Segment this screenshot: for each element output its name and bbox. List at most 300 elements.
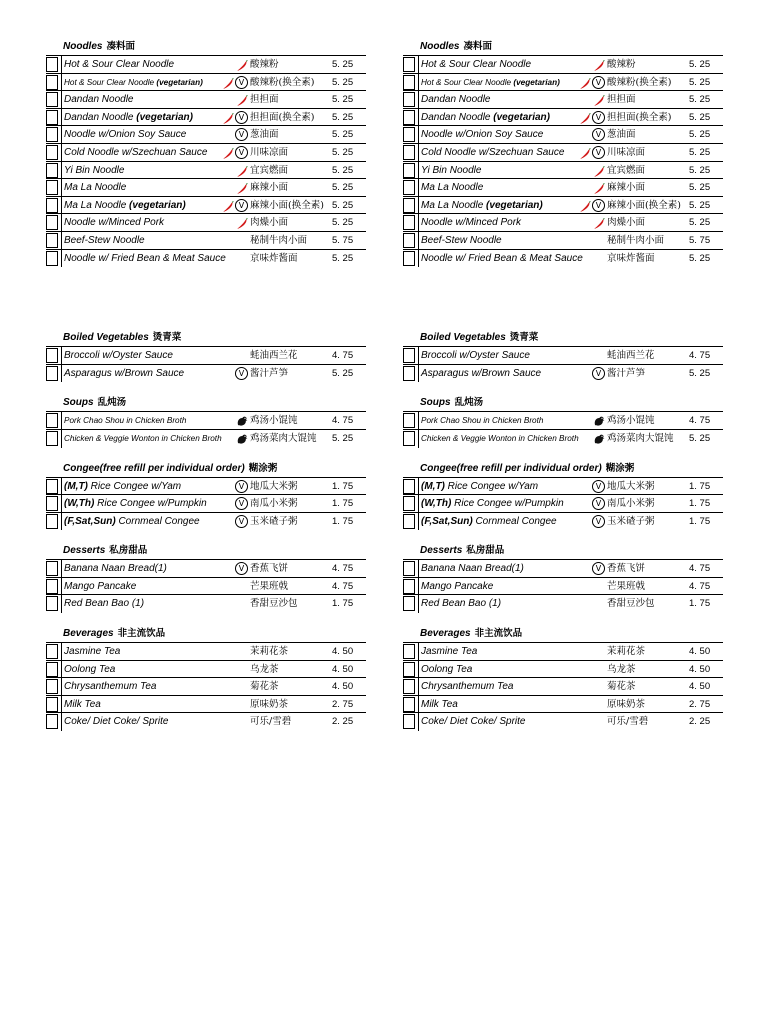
item-price: 5. 75: [332, 234, 354, 246]
item-name-en: [64, 678, 156, 695]
item-price: 2. 25: [332, 716, 354, 728]
section-spacer: [46, 448, 366, 460]
item-name-en: [421, 144, 564, 161]
row-divider: [61, 144, 62, 161]
item-name-text: Red Bean Bao (1): [421, 598, 502, 610]
order-checkbox[interactable]: [403, 579, 415, 594]
chili-pepper-icon: [222, 77, 234, 89]
menu-item-row: [46, 661, 366, 679]
vegetarian-v-icon: V: [235, 128, 248, 141]
order-checkbox[interactable]: [46, 662, 58, 677]
menu-item-row: [403, 578, 723, 596]
congee-days: (W,Th): [421, 498, 452, 510]
row-divider: [418, 232, 419, 249]
item-name-en: [64, 109, 193, 126]
order-checkbox[interactable]: [46, 163, 58, 178]
row-divider: [61, 365, 62, 383]
item-name-text: Yi Bin Noodle: [64, 164, 125, 176]
order-checkbox[interactable]: [46, 366, 58, 381]
item-name-text: Dandan Noodle: [64, 111, 137, 123]
item-name-zh: 可乐/雪碧: [250, 716, 292, 728]
row-divider: [418, 661, 419, 678]
order-checkbox[interactable]: [46, 714, 58, 729]
order-checkbox[interactable]: [403, 697, 415, 712]
order-checkbox[interactable]: [403, 413, 415, 428]
order-checkbox[interactable]: [403, 145, 415, 160]
item-name-text: Ma La Noodle: [421, 199, 487, 211]
item-name-text: Ma La Noodle: [64, 182, 127, 194]
chili-pepper-icon: [236, 165, 248, 177]
section-spacer: [46, 267, 366, 329]
item-price: 5. 25: [332, 129, 354, 141]
item-name-en: [421, 365, 541, 382]
item-name-text: Chrysanthemum Tea: [421, 681, 514, 693]
item-name-zh: 担担面: [250, 94, 279, 106]
menu-item-row: [46, 232, 366, 250]
chili-pepper-icon: [236, 182, 248, 194]
item-name-zh: 南瓜小米粥: [250, 498, 298, 510]
row-divider: [418, 214, 419, 231]
row-divider: [61, 412, 62, 429]
item-price: 5. 25: [332, 94, 354, 106]
menu-item-row: [403, 126, 723, 144]
order-checkbox[interactable]: [403, 163, 415, 178]
item-price: 2. 25: [689, 716, 711, 728]
order-checkbox[interactable]: [403, 644, 415, 659]
item-name-text: Yi Bin Noodle: [421, 164, 482, 176]
order-checkbox[interactable]: [403, 714, 415, 729]
item-list: [403, 559, 723, 613]
item-name-en: [64, 595, 144, 612]
section-title: [403, 38, 723, 55]
order-checkbox[interactable]: [403, 348, 415, 363]
vegetarian-v-icon: V: [235, 199, 248, 212]
item-name-text: Milk Tea: [64, 698, 101, 710]
chili-pepper-icon: [593, 182, 605, 194]
menu-item-row: [403, 109, 723, 127]
vegetarian-label: (vegetarian): [136, 111, 193, 123]
item-name-en: [421, 595, 501, 612]
item-name-zh: 川味凉面: [607, 146, 646, 158]
row-divider: [418, 412, 419, 429]
row-divider: [418, 478, 419, 495]
item-price: 5. 25: [332, 367, 354, 379]
item-name-text: Chicken & Veggie Wonton in Chicken Broth: [64, 433, 222, 443]
item-name-en: [421, 232, 502, 249]
section-title-zh: 糊涂粥: [248, 462, 278, 474]
item-name-zh: 川味凉面: [250, 146, 289, 158]
item-price: 1. 75: [689, 515, 711, 527]
order-checkbox[interactable]: [403, 198, 415, 213]
item-name-zh: 担担面(换全素): [250, 111, 315, 123]
menu-item-row: [46, 126, 366, 144]
row-divider: [418, 197, 419, 214]
row-divider: [61, 713, 62, 731]
menu-item-row: [46, 495, 366, 513]
item-price: 5. 25: [689, 59, 711, 70]
section-title-en: Boiled Vegetables: [420, 332, 506, 344]
item-price: 5. 25: [689, 252, 711, 264]
order-checkbox[interactable]: [46, 561, 58, 576]
item-name-zh: 肉燥小面: [250, 217, 289, 229]
item-name-en: [64, 643, 120, 660]
item-name-en: [64, 412, 186, 429]
row-divider: [418, 513, 419, 531]
item-name-text: Noodle w/ Fried Bean & Meat Sauce: [64, 252, 226, 264]
item-price: 5. 25: [689, 199, 711, 211]
row-divider: [61, 197, 62, 214]
item-name-en: [421, 578, 493, 595]
item-price: 5. 25: [332, 164, 354, 176]
menu-item-row: [46, 430, 366, 448]
menu-item-row: [403, 713, 723, 731]
order-checkbox[interactable]: [46, 92, 58, 107]
item-name-zh: 鸡汤小馄饨: [250, 415, 298, 427]
item-name-zh: 麻辣小面: [607, 182, 646, 194]
order-checkbox[interactable]: [403, 561, 415, 576]
order-checkbox[interactable]: [403, 92, 415, 107]
row-divider: [418, 250, 419, 268]
order-checkbox[interactable]: [403, 679, 415, 694]
section-title-en: Soups: [420, 397, 451, 409]
item-name-zh: 地瓜大米粥: [607, 480, 655, 492]
row-divider: [61, 91, 62, 108]
item-name-text: Ma La Noodle: [421, 182, 484, 194]
order-checkbox[interactable]: [46, 644, 58, 659]
item-name-en: [64, 713, 169, 730]
menu-item-row: [403, 495, 723, 513]
item-name-en: [64, 74, 203, 91]
chicken-icon: [236, 414, 248, 426]
item-price: 5. 25: [332, 252, 354, 264]
item-price: 5. 25: [689, 432, 711, 444]
vegetarian-v-icon: V: [235, 111, 248, 124]
row-divider: [418, 365, 419, 383]
section-title-zh: 非主流饮品: [474, 628, 523, 640]
item-name-text: Asparagus w/Brown Sauce: [421, 367, 542, 379]
menu-item-row: [403, 74, 723, 92]
order-checkbox[interactable]: [403, 596, 415, 611]
item-name-en: [421, 430, 579, 447]
section-title: [403, 394, 723, 411]
item-name-text: Chrysanthemum Tea: [64, 681, 157, 693]
order-checkbox[interactable]: [403, 496, 415, 511]
section-title-zh: 烫青菜: [509, 332, 539, 344]
section-desserts: [46, 542, 366, 613]
row-divider: [61, 478, 62, 495]
section-title: [46, 394, 366, 411]
vegetarian-v-icon: V: [592, 480, 605, 493]
item-name-en: [64, 430, 222, 447]
item-name-en: [421, 347, 530, 364]
order-checkbox[interactable]: [46, 431, 58, 446]
order-checkbox[interactable]: [403, 431, 415, 446]
item-price: 4. 75: [689, 350, 711, 362]
item-price: 5. 25: [689, 367, 711, 379]
item-price: 4. 50: [332, 646, 354, 658]
section-title: [403, 542, 723, 559]
chili-pepper-icon: [579, 77, 591, 89]
item-price: 4. 50: [689, 646, 711, 658]
chili-pepper-icon: [593, 217, 605, 229]
item-name-text: Ma La Noodle: [64, 199, 130, 211]
section-spacer: [403, 613, 723, 625]
menu-item-row: [403, 91, 723, 109]
item-name-text: Milk Tea: [421, 698, 458, 710]
row-divider: [61, 74, 62, 91]
item-price: 4. 75: [332, 415, 354, 427]
order-checkbox[interactable]: [403, 75, 415, 90]
item-name-zh: 酸辣粉(换全素): [250, 76, 315, 88]
order-checkbox[interactable]: [403, 479, 415, 494]
row-divider: [61, 495, 62, 512]
chicken-icon: [236, 432, 248, 444]
section-title-zh: 乱炖汤: [454, 397, 484, 409]
item-price: 5. 25: [332, 217, 354, 229]
item-name-zh: 茉莉花茶: [607, 646, 646, 658]
menu-item-row: [46, 347, 366, 365]
order-checkbox[interactable]: [403, 110, 415, 125]
item-price: 4. 75: [689, 580, 711, 592]
order-checkbox[interactable]: [403, 57, 415, 72]
order-checkbox[interactable]: [46, 198, 58, 213]
item-name-text: Beef-Stew Noodle: [64, 234, 145, 246]
section-boiled-vegetables: [46, 329, 366, 382]
item-name-en: [64, 214, 164, 231]
section-title-zh: 非主流饮品: [117, 628, 166, 640]
item-name-zh: 乌龙茶: [250, 663, 279, 675]
item-price: 4. 75: [689, 415, 711, 427]
vegetarian-v-icon: V: [235, 146, 248, 159]
order-checkbox[interactable]: [46, 679, 58, 694]
menu-item-row: [46, 109, 366, 127]
item-price: 1. 75: [332, 498, 354, 510]
item-name-zh: 香甜豆沙包: [607, 598, 655, 610]
vegetarian-v-icon: V: [592, 128, 605, 141]
item-name-text: Oolong Tea: [421, 663, 473, 675]
item-name-text: Hot & Sour Clear Noodle: [64, 77, 157, 87]
section-spacer: [403, 382, 723, 394]
item-name-text: Hot & Sour Clear Noodle: [421, 77, 514, 87]
item-name-en: [421, 643, 477, 660]
row-divider: [61, 126, 62, 143]
item-name-zh: 乌龙茶: [607, 663, 636, 675]
vegetarian-v-icon: V: [592, 76, 605, 89]
item-name-zh: 鸡汤小馄饨: [607, 415, 655, 427]
chili-pepper-icon: [579, 112, 591, 124]
item-price: 5. 25: [332, 59, 354, 70]
item-list: [46, 477, 366, 531]
item-name-text: Beef-Stew Noodle: [421, 234, 502, 246]
row-divider: [418, 578, 419, 595]
item-price: 5. 25: [689, 217, 711, 229]
item-name-text: Dandan Noodle: [64, 94, 134, 106]
item-name-en: [64, 661, 115, 678]
item-list: [403, 642, 723, 731]
section-title-en: Desserts: [420, 545, 463, 557]
menu-item-row: [403, 162, 723, 180]
order-checkbox[interactable]: [403, 215, 415, 230]
item-name-en: [64, 696, 101, 713]
item-price: 5. 25: [332, 182, 354, 194]
item-name-en: [64, 495, 207, 512]
row-divider: [61, 109, 62, 126]
order-checkbox[interactable]: [46, 127, 58, 142]
item-name-text: Noodle w/ Fried Bean & Meat Sauce: [421, 252, 583, 264]
menu-item-row: [46, 179, 366, 197]
item-name-zh: 可乐/雪碧: [607, 716, 649, 728]
section-title: [403, 329, 723, 346]
item-name-zh: 原味奶茶: [607, 698, 646, 710]
row-divider: [61, 678, 62, 695]
item-name-text: Rice Congee w/Yam: [87, 480, 182, 492]
item-name-en: [421, 495, 564, 512]
row-divider: [61, 661, 62, 678]
order-checkbox[interactable]: [403, 233, 415, 248]
order-checkbox[interactable]: [46, 180, 58, 195]
vegetarian-v-icon: V: [592, 111, 605, 124]
section-title-en: Noodles: [420, 41, 460, 52]
item-name-en: [64, 144, 207, 161]
item-price: 1. 75: [689, 498, 711, 510]
item-name-en: [421, 560, 524, 577]
row-divider: [418, 696, 419, 713]
row-divider: [61, 595, 62, 613]
chicken-icon: [593, 432, 605, 444]
section-title-zh: 烫青菜: [152, 332, 182, 344]
section-title-zh: 凑料面: [106, 41, 135, 52]
item-name-zh: 宜宾燃面: [250, 164, 289, 176]
item-name-en: [64, 197, 186, 214]
order-checkbox[interactable]: [46, 251, 58, 266]
row-divider: [61, 560, 62, 577]
order-checkbox[interactable]: [46, 145, 58, 160]
section-title: [46, 625, 366, 642]
item-name-en: [64, 91, 134, 108]
item-name-zh: 鸡汤菜肉大馄饨: [607, 432, 674, 444]
vegetarian-label: (vegetarian): [493, 111, 550, 123]
menu-item-row: [403, 197, 723, 215]
item-name-en: [421, 56, 531, 73]
section-title: [403, 625, 723, 642]
chili-pepper-icon: [236, 217, 248, 229]
section-boiled-vegetables: [403, 329, 723, 382]
order-checkbox[interactable]: [46, 233, 58, 248]
item-price: 1. 75: [332, 515, 354, 527]
vegetarian-v-icon: V: [592, 199, 605, 212]
chili-pepper-icon: [222, 112, 234, 124]
order-checkbox[interactable]: [46, 479, 58, 494]
order-checkbox[interactable]: [46, 75, 58, 90]
congee-days: (F,Sat,Sun): [421, 515, 473, 527]
row-divider: [418, 109, 419, 126]
section-title-en: Soups: [63, 397, 94, 409]
item-name-text: Asparagus w/Brown Sauce: [64, 367, 185, 379]
item-name-zh: 酸辣粉: [607, 59, 636, 70]
row-divider: [61, 513, 62, 531]
order-checkbox[interactable]: [46, 496, 58, 511]
order-checkbox[interactable]: [403, 366, 415, 381]
menu-item-row: [46, 696, 366, 714]
order-checkbox[interactable]: [46, 215, 58, 230]
menu-item-row: [46, 365, 366, 383]
order-checkbox[interactable]: [403, 251, 415, 266]
order-checkbox[interactable]: [46, 596, 58, 611]
item-name-en: [64, 162, 124, 179]
order-checkbox[interactable]: [46, 57, 58, 72]
order-checkbox[interactable]: [46, 348, 58, 363]
item-name-text: Broccoli w/Oyster Sauce: [421, 350, 530, 362]
item-list: [403, 55, 723, 267]
order-checkbox[interactable]: [46, 697, 58, 712]
order-checkbox[interactable]: [46, 413, 58, 428]
menu-item-row: [46, 56, 366, 74]
item-name-text: Rice Congee w/Pumpkin: [94, 498, 207, 510]
item-name-en: [64, 365, 184, 382]
order-checkbox[interactable]: [403, 127, 415, 142]
menu-item-row: [46, 595, 366, 613]
item-name-zh: 担担面: [607, 94, 636, 106]
section-soups: [46, 394, 366, 447]
order-sheet-right: [403, 38, 723, 731]
item-name-en: [64, 513, 200, 530]
chili-pepper-icon: [236, 59, 248, 71]
order-checkbox[interactable]: [403, 180, 415, 195]
section-title: [46, 542, 366, 559]
menu-item-row: [403, 144, 723, 162]
order-checkbox[interactable]: [46, 514, 58, 529]
chili-pepper-icon: [236, 94, 248, 106]
item-name-en: [421, 250, 583, 267]
row-divider: [61, 232, 62, 249]
menu-item-row: [46, 578, 366, 596]
section-congee: [46, 460, 366, 531]
order-checkbox[interactable]: [46, 110, 58, 125]
menu-item-row: [46, 678, 366, 696]
section-soups: [403, 394, 723, 447]
item-name-text: Jasmine Tea: [421, 646, 478, 658]
order-checkbox[interactable]: [403, 662, 415, 677]
item-name-en: [421, 179, 483, 196]
menu-item-row: [403, 661, 723, 679]
menu-item-row: [46, 91, 366, 109]
item-list: [46, 55, 366, 267]
chicken-icon: [593, 414, 605, 426]
item-list: [403, 346, 723, 382]
section-spacer: [46, 530, 366, 542]
menu-item-row: [403, 560, 723, 578]
row-divider: [61, 179, 62, 196]
item-name-text: Red Bean Bao (1): [64, 598, 145, 610]
item-name-zh: 葱油面: [607, 129, 636, 141]
section-spacer: [403, 448, 723, 460]
row-divider: [418, 678, 419, 695]
item-name-en: [64, 250, 226, 267]
row-divider: [418, 643, 419, 660]
order-sheet-left: [46, 38, 366, 731]
item-price: 2. 75: [689, 698, 711, 710]
section-congee: [403, 460, 723, 531]
congee-days: (W,Th): [64, 498, 95, 510]
item-name-text: Banana Naan Bread(1): [421, 563, 524, 575]
order-checkbox[interactable]: [403, 514, 415, 529]
item-name-zh: 蚝油西兰花: [250, 350, 298, 362]
item-name-en: [421, 661, 472, 678]
item-name-zh: 香蕉飞饼: [607, 563, 646, 575]
item-price: 5. 25: [332, 146, 354, 158]
row-divider: [418, 347, 419, 364]
order-checkbox[interactable]: [46, 579, 58, 594]
